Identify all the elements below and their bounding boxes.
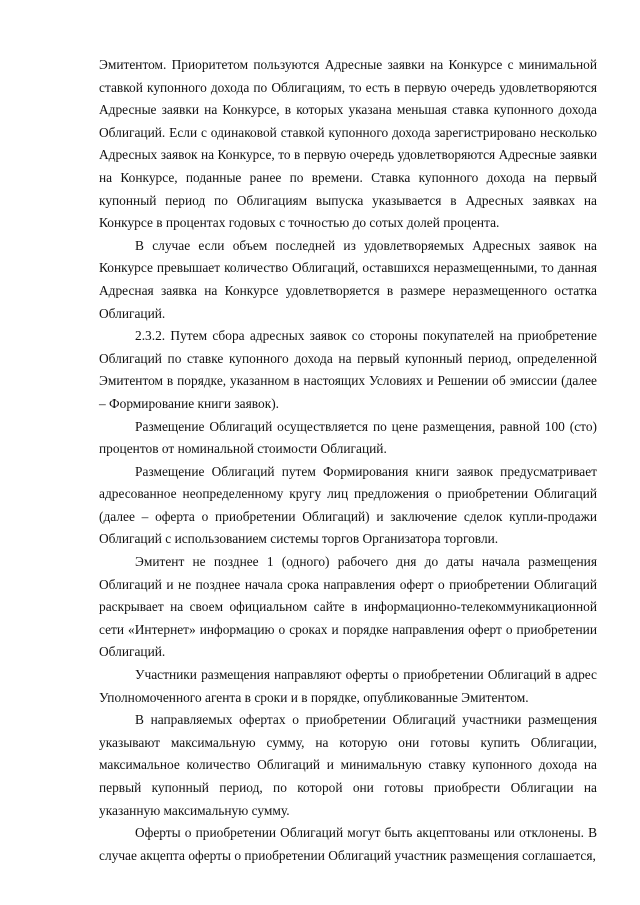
paragraph: Эмитент не позднее 1 (одного) рабочего дня до даты начала размещения Облигаций и не позднее начала срока направления оферт о приобретении Облигаций раскрывает на своем официальном сайте в информационно-телекоммуникационной сети «Интернет» информацию о сроках и порядке направления оферт о приобретении Облигаций. — [99, 554, 597, 660]
document-body — [99, 54, 597, 867]
paragraph-section-2-3-2: 2.3.2. Путем сбора адресных заявок со стороны покупателей на приобретение Облигаций по ставке купонного дохода на первый купонный период, определенной Эмитентом в порядке, указанном в настоящих Условиях и Решении об эмиссии (далее – Формирование книги заявок). — [99, 328, 597, 411]
paragraph: Участники размещения направляют оферты о приобретении Облигаций в адрес Уполномоченного агента в сроки и в порядке, опубликованные Эмитентом. — [99, 667, 597, 705]
paragraph-continuation: Эмитентом. Приоритетом пользуются Адресные заявки на Конкурсе с минимальной ставкой купонного дохода по Облигациям, то есть в первую очередь удовлетворяются Адресные заявки на Конкурсе, в которых указана меньшая ставка купонного дохода Облигаций. Если с одинаковой ставкой купонного дохода зарегистрировано несколько Адресных заявок на Конкурсе, то в первую очередь удовлетворяются Адресные заявки на Конкурсе, поданные ранее по времени. Ставка купонного дохода на первый купонный период по Облигациям выпуска указывается в Адресных заявках на Конкурсе в процентах годовых с точностью до сотых долей процента. — [99, 57, 597, 231]
paragraph: В направляемых офертах о приобретении Облигаций участники размещения указывают максимальную сумму, на которую они готовы купить Облигации, максимальное количество Облигаций и минимальную ставку купонного дохода на первый купонный период, по которой они готовы приобрести Облигации на указанную максимальную сумму. — [99, 712, 597, 818]
paragraph: В случае если объем последней из удовлетворяемых Адресных заявок на Конкурсе превышает количество Облигаций, оставшихся неразмещенными, то данная Адресная заявка на Конкурсе удовлетворяется в размере неразмещенного остатка Облигаций. — [99, 237, 597, 321]
paragraph: Размещение Облигаций путем Формирования книги заявок предусматривает адресованное неопределенному кругу лиц предложения о приобретении Облигаций (далее – оферта о приобретении Облигаций) и заключение сделок купли-продажи Облигаций с использованием системы торгов Организатора торговли. — [99, 463, 597, 547]
paragraph-truncated: Оферты о приобретении Облигаций могут быть акцептованы или отклонены. В случае акцепта оферты о приобретении Облигаций участник размещения соглашается, — [99, 825, 597, 863]
paragraph: Размещение Облигаций осуществляется по цене размещения, равной 100 (сто) процентов от номинальной стоимости Облигаций. — [99, 418, 597, 457]
